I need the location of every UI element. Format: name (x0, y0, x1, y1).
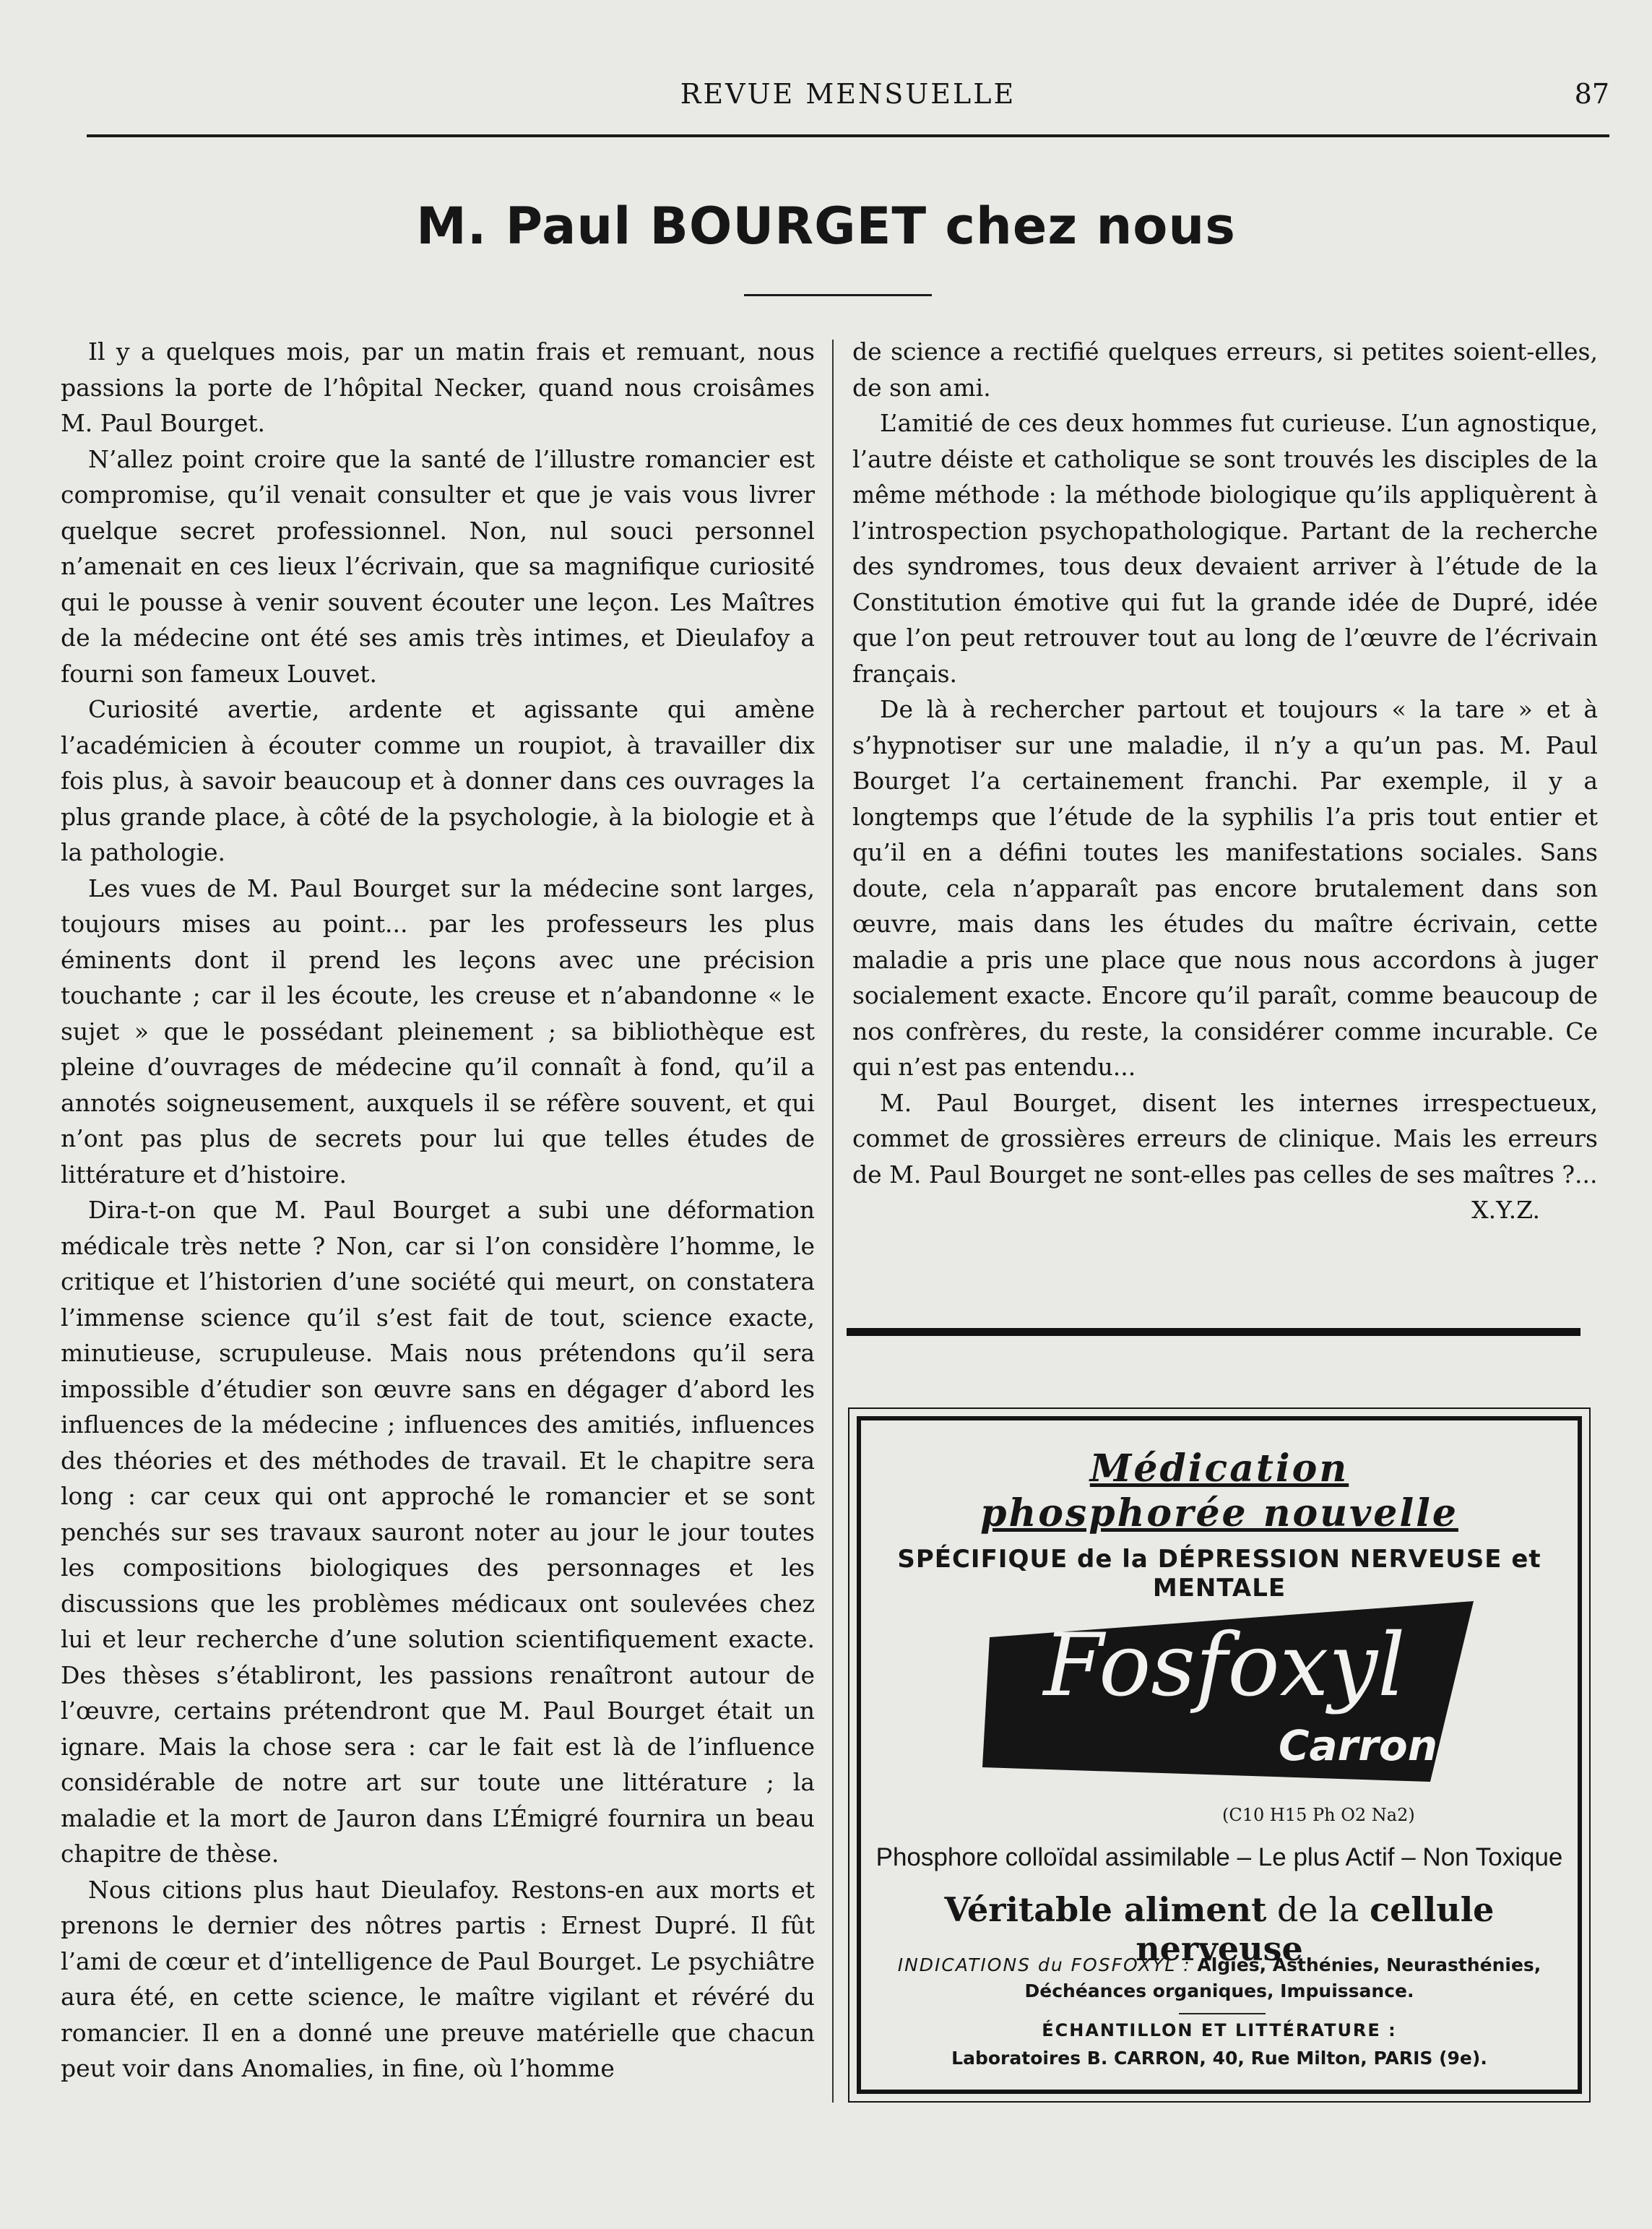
advertisement (857, 1416, 1582, 2094)
chemical-formula: (C10 H15 Ph O2 Na2) (1222, 1805, 1415, 1825)
ad-line-specifique: SPÉCIFIQUE de la DÉPRESSION NERVEUSE et MENTALE (897, 1545, 1541, 1603)
ad-sample-line: ÉCHANTILLON ET LITTÉRATURE : (1042, 2020, 1397, 2040)
paragraph: N’allez point croire que la santé de l’illustre romancier est compromise, qu’il venait consulter et que je vais vous livrer quelque secret professionnel. Non, nul souci personnel n’amenait en ces lieux l’écrivain, que sa magnifique curiosité qui le pousse à venir souvent écouter une leçon. Les Maîtres de la médecine ont été ses amis très intimes, et Dieulafoy a fourni son fameux Louvet. (61, 444, 815, 688)
paragraph: De là à rechercher partout et toujours « la tare » et à s’hypnotiser sur une maladie, il n’y a qu’un pas. M. Paul Bourget l’a certainement franchi. Par exemple, il y a longtemps que l’étude de la syphilis l’a pris tout entier et qu’il en a défini toutes les manifestations sociales. Sans doute, cela n’apparaît pas encore brutalement dans son œuvre, mais dans les études du maître écrivain, cette maladie a pris une place que nous nous accordons à juger socialement exacte. Encore qu’il paraît, comme beaucoup de nos confrères, du reste, la considérer comme incurable. Ce qui n’est pas entendu... (852, 695, 1598, 1081)
advert-separator (847, 1328, 1580, 1336)
running-title: REVUE MENSUELLE (680, 78, 1016, 110)
ad-headline: Véritable aliment de la cellule nerveuse (944, 1890, 1495, 1968)
paragraph: Les vues de M. Paul Bourget sur la médecine sont larges, toujours mises au point... par les professeurs les plus éminents dont il prend les leçons avec une précision touchante ; car il les écoute, les creuse et n’abandonne « le sujet » que le possédant pleinement ; sa bibliothèque est pleine d’ouvrages de médecine qu’il connaît à fond, qu’il a annotés soigneusement, auxquels il se réfère souvent, et qui n’ont pas plus de secrets pour lui que telles études de littérature et d’histoire. (61, 874, 815, 1189)
column-divider (832, 340, 834, 2103)
ad-address: Laboratoires B. CARRON, 40, Rue Milton, PARIS (9e). (951, 2048, 1487, 2069)
paragraph: M. Paul Bourget, disent les internes irrespectueux, commet de grossières erreurs de clinique. Mais les erreurs de M. Paul Bourget ne sont-elles pas celles de ses maîtres ?... (852, 1088, 1598, 1189)
title-rule (744, 294, 932, 296)
paragraph: Dira-t-on que M. Paul Bourget a subi une déformation médicale très nette ? Non, car si l’on considère l’homme, le critique et l’historien d’une société qui meurt, on constatera l’immense science qu’il s’est fait de tout, science exacte, minutieuse, scrupuleuse. Mais nous prétendons qu’il sera impossible d’étudier son œuvre sans en dégager d’abord les influences de la médecine ; influences des amitiés, influences des théories et des méthodes de travail. Et le chapitre sera long : car ceux qui ont approché le romancier et se sont penchés sur ses travaux sauront noter au jour le jour toutes les compositions biologiques des personnages et les discussions que les problèmes médicaux ont soulevées chez lui et leur recherche d’une solution scientifiquement exacte. Des thèses s’établiront, les passions renaîtront autour de l’œuvre, certains prétendront que M. Paul Bourget était un ignare. Mais la chose sera : car le fait est là de l’influence considérable de notre art sur toute une littérature ; la maladie et la mort de Jauron dans L’Émigré fournira un beau chapitre de thèse. (61, 1196, 815, 1868)
fosfoxyl-logo (968, 1587, 1481, 1803)
page-number: 87 (1574, 78, 1609, 110)
paragraph: de science a rectifié quelques erreurs, si petites soient-elles, de son ami. (852, 337, 1598, 402)
paragraph: Curiosité avertie, ardente et agissante qui amène l’académicien à écouter comme un roupiot, à travailler dix fois plus, à savoir beaucoup et à donner dans ces ouvrages la plus grande place, à côté de la psychologie, à la biologie et à la pathologie. (61, 695, 815, 866)
maker-name: Carron (1278, 1721, 1438, 1770)
article-column-left (61, 334, 815, 2087)
brand-name: Fosfoxyl (1043, 1616, 1406, 1716)
article-title: M. Paul BOURGET chez nous (416, 197, 1236, 256)
article-column-right (852, 334, 1598, 1228)
signature: X.Y.Z. (1471, 1196, 1540, 1224)
ad-line-medication: Médication (1089, 1447, 1349, 1491)
ad-tagline: Phosphore colloïdal assimilable – Le plus Actif – Non Toxique (875, 1843, 1563, 1871)
ad-line-phosphoree: phosphorée nouvelle (980, 1491, 1458, 1535)
page-header (87, 78, 1609, 136)
paragraph: Il y a quelques mois, par un matin frais et remuant, nous passions la porte de l’hôpital Necker, quand nous croisâmes M. Paul Bourget. (61, 337, 815, 437)
ad-indications: INDICATIONS du FOSFOXYL : Algies, Asthénies, Neurasthénies, Déchéances organiques, Impuissance. (897, 1954, 1541, 2001)
header-rule (87, 134, 1609, 137)
paragraph: L’amitié de ces deux hommes fut curieuse. L’un agnostique, l’autre déiste et catholique se sont trouvés les disciples de la même méthode : la méthode biologique qu’ils appliquèrent à l’introspection psychopathologique. Partant de la recherche des syndromes, tous deux devaient arriver à l’étude de la Constitution émotive qui fut la grande idée de Dupré, idée que l’on peut retrouver tout au long de l’œuvre de l’écrivain français. (852, 409, 1598, 688)
small-divider (1179, 2013, 1266, 2014)
paragraph: Nous citions plus haut Dieulafoy. Restons-en aux morts et prenons le dernier des nôtres partis : Ernest Dupré. Il fût l’ami de cœur et d’intelligence de Paul Bourget. Le psychiâtre aura été, en cette science, le maître vigilant et révéré du romancier. Il en a donné une preuve matérielle que chacun peut voir dans Anomalies, in fine, où l’homme (61, 1875, 815, 2082)
